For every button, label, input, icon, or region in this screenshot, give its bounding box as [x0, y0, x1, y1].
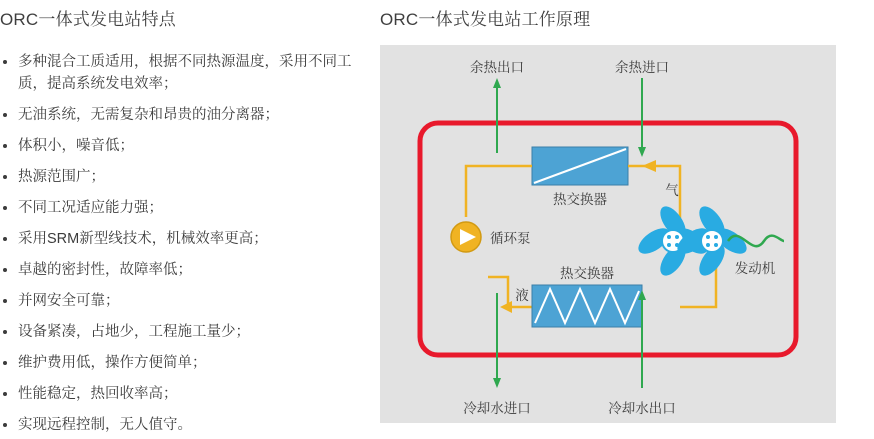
- features-column: [0, 0, 370, 439]
- turbine-fans-icon: [634, 202, 751, 280]
- diagram-column: [380, 0, 874, 439]
- list-item: 并网安全可靠；: [0, 290, 370, 312]
- label-heat-exchanger-bottom: 热交换器: [560, 266, 614, 281]
- list-item: 卓越的密封性，故障率低；: [0, 259, 370, 281]
- list-item: 体积小，噪音低；: [0, 135, 370, 157]
- list-item: 采用SRM新型线技术，机械效率更高；: [0, 228, 370, 250]
- list-item: 维护费用低，操作方便简单；: [0, 352, 370, 374]
- label-cooling-water-outlet: 冷却水出口: [608, 401, 676, 416]
- list-item: 多种混合工质适用，根据不同热源温度，采用不同工质，提高系统发电效率；: [0, 51, 370, 95]
- label-cooling-water-inlet: 冷却水进口: [463, 401, 531, 416]
- features-title: ORC一体式发电站特点: [0, 10, 176, 29]
- list-item: 无油系统，无需复杂和昂贵的油分离器；: [0, 104, 370, 126]
- label-waste-heat-inlet: 余热进口: [615, 60, 669, 75]
- working-principle-diagram: [380, 45, 836, 423]
- label-circulation-pump: 循环泵: [490, 231, 531, 246]
- list-item: 实现远程控制，无人值守。: [0, 414, 370, 436]
- features-list: [0, 51, 370, 436]
- list-item: 热源范围广；: [0, 166, 370, 188]
- label-heat-exchanger-top: 热交换器: [553, 192, 607, 207]
- list-item: 性能稳定，热回收率高；: [0, 383, 370, 405]
- diagram-title: ORC一体式发电站工作原理: [380, 10, 591, 29]
- list-item: 设备紧凑，占地少，工程施工量少；: [0, 321, 370, 343]
- label-waste-heat-outlet: 余热出口: [470, 60, 524, 75]
- label-engine: 发动机: [734, 261, 776, 276]
- label-gas: 气: [665, 183, 679, 198]
- label-liquid: 液: [515, 288, 529, 303]
- list-item: 不同工况适应能力强；: [0, 197, 370, 219]
- waste-heat-arrows: [493, 78, 646, 157]
